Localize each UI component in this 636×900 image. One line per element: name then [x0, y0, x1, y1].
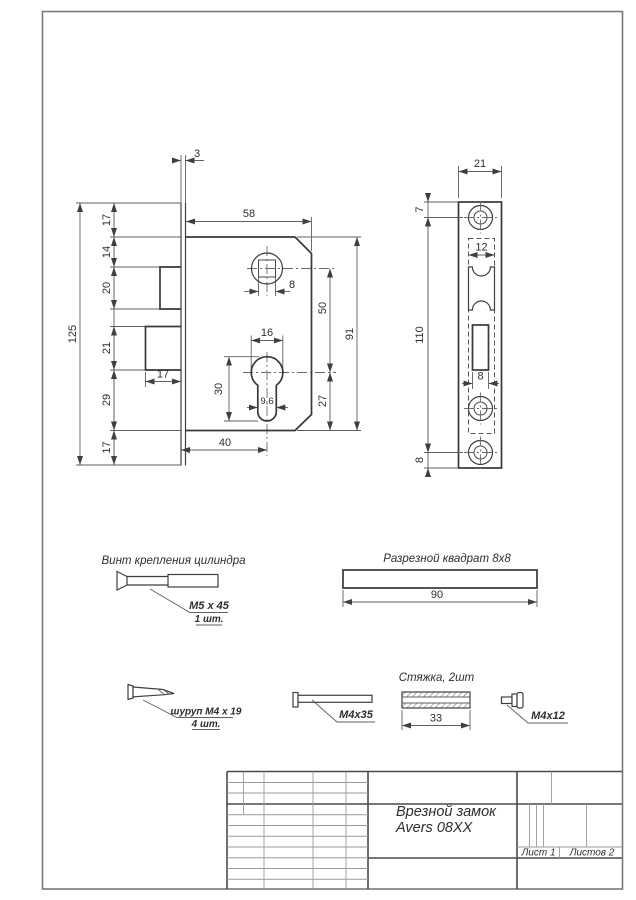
screw-head	[293, 693, 298, 708]
dim-50-label: 50	[317, 301, 329, 315]
dim-8-bottom-label: 8	[414, 456, 426, 464]
dim-17-top-label: 17	[101, 213, 113, 227]
title-block	[227, 772, 622, 890]
short-screw	[502, 693, 569, 724]
dim-17-bottom-label: 17	[101, 441, 113, 454]
short-screw-spec: M4x12	[531, 710, 565, 722]
dim-40-label: 40	[218, 437, 232, 449]
screw-collar	[512, 694, 517, 707]
dim-8-spindle-label: 8	[288, 279, 296, 291]
dim-8-cutout-label: 8	[477, 370, 484, 383]
square-bar-body	[343, 570, 537, 588]
dim-33-label: 33	[429, 712, 443, 725]
coupling-title: Стяжка, 2шт	[398, 672, 475, 684]
long-screw-spec: M4x35	[339, 709, 373, 721]
dim-29-label: 29	[101, 393, 113, 407]
dim-90-label: 90	[430, 589, 444, 601]
square-bar-title: Разрезной квадрат 8x8	[383, 553, 511, 565]
faceplate-front-view	[402, 158, 502, 730]
screw-shank	[502, 697, 513, 704]
wood-screw-spec: шуруп M4 x 19	[170, 706, 242, 718]
coupling-sleeve	[399, 672, 475, 730]
dim-7-label: 7	[414, 206, 426, 213]
deadbolt-cutout	[473, 325, 489, 370]
screw-body	[133, 687, 174, 697]
long-screw	[293, 693, 375, 723]
product-name-line1: Врезной замок	[396, 804, 497, 820]
dim-9-6-label: 9,6	[260, 396, 274, 407]
latch-bolt	[160, 267, 181, 309]
dim-3-label: 3	[193, 148, 201, 160]
sheet-frame	[43, 12, 623, 890]
wood-screw-qty: 4 шт.	[191, 719, 221, 730]
dim-58-label: 58	[242, 208, 256, 220]
lock-case-outline	[186, 237, 312, 431]
dim-91-label: 91	[344, 327, 356, 341]
screw-hole-top	[464, 202, 497, 234]
dim-27-label: 27	[317, 394, 329, 408]
screw-head	[117, 572, 127, 591]
square-bar	[343, 553, 537, 607]
cylinder-screw-spec: M5 x 45	[189, 600, 229, 612]
screw-head	[517, 693, 523, 709]
dim-125-label: 125	[67, 324, 79, 344]
dim-110-label: 110	[414, 326, 426, 344]
screw-hole-bottom	[464, 437, 497, 469]
dim-30-label: 30	[213, 382, 225, 396]
sheet-number: Лист 1	[521, 847, 556, 859]
accessory-parts	[102, 553, 569, 730]
cylinder-screw-title: Винт крепления цилиндра	[101, 555, 246, 567]
screw-head	[128, 685, 133, 700]
wood-screw	[128, 685, 242, 731]
screw-thread	[168, 575, 218, 588]
screw-shank	[298, 695, 372, 702]
lock-side-view	[67, 148, 361, 466]
cylinder-screw	[102, 555, 246, 625]
dimension-lines	[80, 161, 357, 466]
product-name-line2: Avers 08XX	[396, 820, 473, 836]
dim-16-label: 16	[260, 327, 274, 339]
dim-21-width-label: 21	[473, 158, 487, 170]
sheets-total: Листов 2	[569, 847, 615, 859]
dead-bolt	[146, 327, 182, 371]
dim-21-label: 21	[101, 341, 113, 355]
latch-cutout	[469, 267, 495, 310]
dim-14-label: 14	[101, 245, 113, 259]
cylinder-screw-qty: 1 шт.	[194, 614, 224, 625]
dim-12-label: 12	[475, 241, 488, 254]
dim-17-protrusion-label: 17	[156, 368, 170, 381]
centerlines	[243, 246, 336, 456]
dim-20-label: 20	[101, 281, 113, 295]
